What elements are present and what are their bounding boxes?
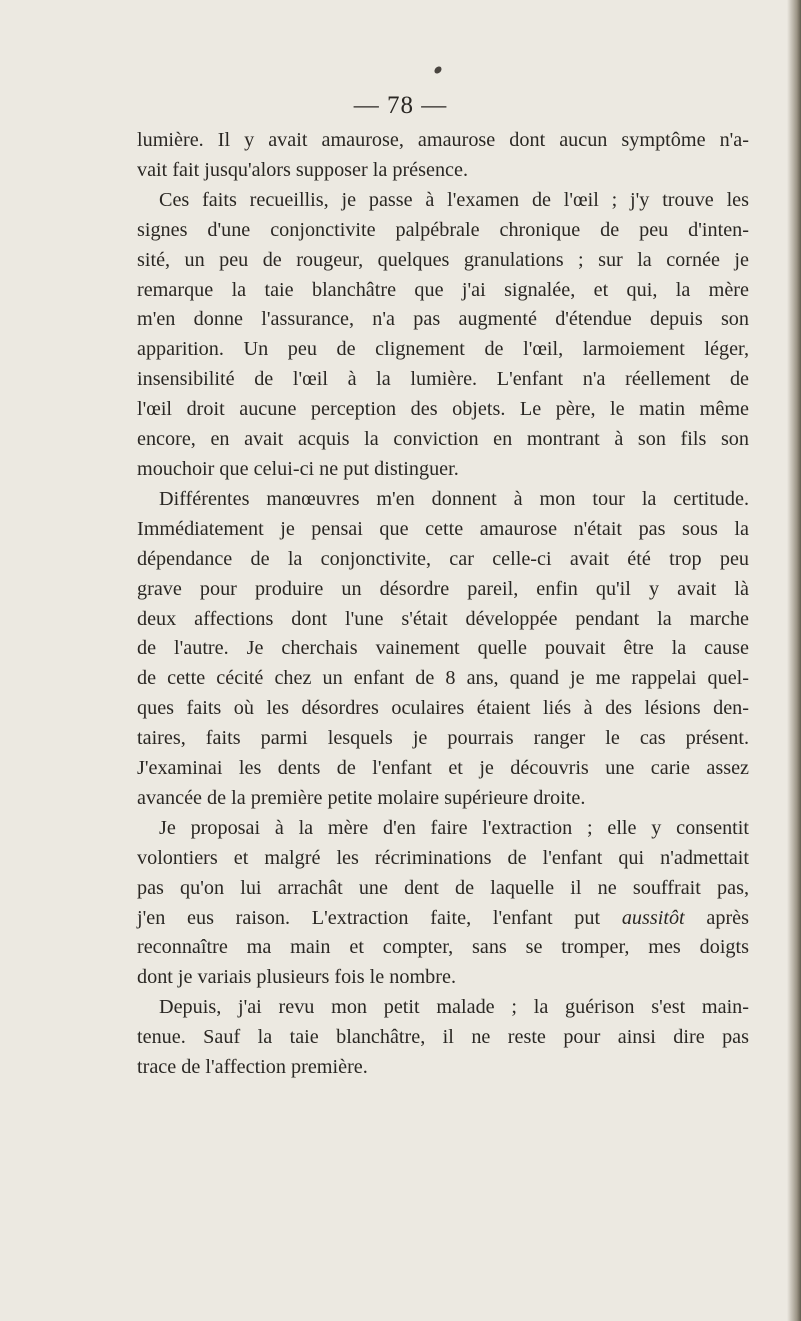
page-number: — 78 — (353, 92, 448, 119)
text-line: apparition. Un peu de clignement de l'œil, larmoiement léger, (137, 338, 749, 361)
text-line: de l'autre. Je cherchais vainement quelle pouvait être la cause (137, 637, 749, 660)
paragraph (137, 993, 749, 1083)
text-line: avancée de la première petite molaire supérieure droite. (137, 786, 586, 809)
text-line: pas qu'on lui arrachât une dent de laquelle il ne souffrait pas, (137, 876, 749, 899)
text-line: m'en donne l'assurance, n'a pas augmenté d'étendue depuis son (137, 308, 749, 331)
text-line: Je proposai à la mère d'en faire l'extraction ; elle y consentit (159, 816, 749, 839)
text-line: deux affections dont l'une s'était développée pendant la marche (137, 607, 749, 630)
text-line: signes d'une conjonctivite palpébrale chronique de peu d'inten- (137, 218, 749, 241)
text-line: de cette cécité chez un enfant de 8 ans, quand je me rappelai quel- (137, 667, 749, 690)
text-line: mouchoir que celui-ci ne put distinguer. (137, 457, 459, 480)
text-line: vait fait jusqu'alors supposer la présence. (137, 158, 469, 181)
text-line: encore, en avait acquis la conviction en montrant à son fils son (137, 428, 749, 451)
text-line: remarque la taie blanchâtre que j'ai signalée, et qui, la mère (137, 278, 749, 301)
text-line: dont je variais plusieurs fois le nombre. (137, 966, 457, 989)
text-line: dépendance de la conjonctivite, car celle-ci avait été trop peu (137, 547, 749, 570)
paragraph (137, 126, 749, 186)
paragraph (137, 485, 749, 814)
ink-smudge (433, 65, 443, 75)
text-line: volontiers et malgré les récriminations de l'enfant qui n'admettait (137, 846, 749, 869)
text-line: j'en eus raison. L'extraction faite, l'enfant put aussitôt après (137, 906, 749, 929)
text-line: trace de l'affection première. (137, 1056, 368, 1079)
text-line: ques faits où les désordres oculaires étaient liés à des lésions den- (137, 697, 749, 720)
text-line: Immédiatement je pensai que cette amaurose n'était pas sous la (137, 517, 749, 540)
text-line: grave pour produire un désordre pareil, enfin qu'il y avait là (137, 577, 749, 600)
text-line: Ces faits recueillis, je passe à l'examen de l'œil ; j'y trouve les (159, 188, 749, 211)
text-line: reconnaître ma main et compter, sans se tromper, mes doigts (137, 936, 749, 959)
text-line: tenue. Sauf la taie blanchâtre, il ne reste pour ainsi dire pas (137, 1026, 749, 1049)
paragraph (137, 186, 749, 485)
text-line: lumière. Il y avait amaurose, amaurose dont aucun symptôme n'a- (137, 129, 749, 151)
text-line: Différentes manœuvres m'en donnent à mon tour la certitude. (159, 487, 749, 510)
body-text (137, 126, 749, 1083)
text-line: l'œil droit aucune perception des objets. Le père, le matin même (137, 398, 749, 421)
paragraph (137, 814, 749, 993)
text-line: insensibilité de l'œil à la lumière. L'enfant n'a réellement de (137, 368, 749, 391)
page-edge-shadow (787, 0, 801, 1321)
text-line: sité, un peu de rougeur, quelques granulations ; sur la cornée je (137, 248, 749, 271)
text-line: Depuis, j'ai revu mon petit malade ; la guérison s'est main- (159, 996, 749, 1019)
text-line: J'examinai les dents de l'enfant et je découvris une carie assez (137, 757, 749, 780)
text-line: taires, faits parmi lesquels je pourrais ranger le cas présent. (137, 727, 749, 750)
